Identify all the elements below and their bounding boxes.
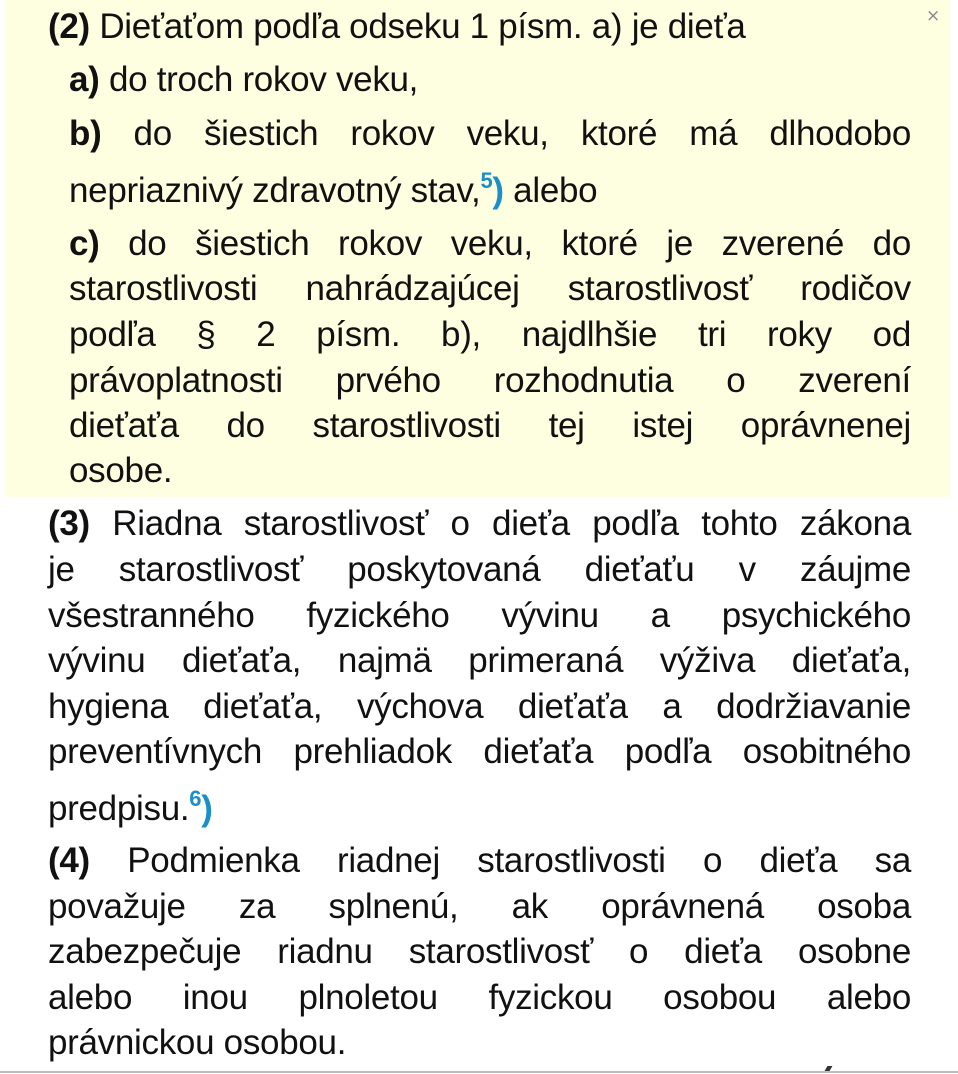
para3-line4: vývinu dieťaťa, najmä primeraná výživa dieťaťa, [48,641,911,680]
para2-number: (2) [48,7,90,46]
item-c-line4: právoplatnosti prvého rozhodnutia o zverení [69,361,911,400]
para3-line5: hygiena dieťaťa, výchova dieťaťa a dodržiavanie [48,687,911,726]
para3-text7: predpisu. [48,789,190,828]
para3-line1 [48,501,911,547]
para3-line7 [48,786,911,832]
item-c-line5: dieťaťa do starostlivosti tej istej oprávnenej [69,406,911,445]
close-icon[interactable]: × [926,6,941,26]
item-b-text: do šiestich rokov veku, ktoré má dlhodobo [101,114,911,153]
item-b-line1 [69,111,911,157]
footnote-ref-5[interactable] [480,168,504,210]
item-b-line2 [69,168,911,214]
item-a [69,57,909,103]
item-b-label: b) [69,114,102,153]
divider [0,1071,958,1073]
para4-line2: považuje za splnenú, ak oprávnená osoba [48,887,911,926]
footnote-paren: ) [201,789,213,828]
footnote-paren: ) [492,171,504,210]
para3-number: (3) [48,504,90,543]
para3-text1: Riadna starostlivosť o dieťa podľa tohto zákona [89,504,911,543]
item-c-label: c) [69,224,100,263]
para2-intro-text: Dieťaťom podľa odseku 1 písm. a) je dieťa [89,7,746,46]
para4-line1 [48,838,911,884]
para4-number: (4) [48,841,90,880]
para4-line5: právnickou osobou. [48,1023,347,1062]
para3-line3: všestranného fyzického vývinu a psychického [48,596,911,635]
para3-line6: preventívnych prehliadok dieťaťa podľa osobitného [48,732,911,771]
item-c-line1 [69,221,911,267]
footnote-ref-6[interactable] [189,786,213,828]
para2-intro [48,4,828,50]
para4-line3: zabezpečuje riadnu starostlivosť o dieťa osobne [48,932,911,971]
item-b-text3: alebo [503,171,598,210]
item-b-text2: nepriaznivý zdravotný stav, [69,171,481,210]
footnote-number: 6 [189,786,202,811]
item-c-text: do šiestich rokov veku, ktoré je zverené do [99,224,911,263]
item-a-label: a) [69,60,100,99]
footnote-number: 5 [480,168,493,193]
item-c-line2: starostlivosti nahrádzajúcej starostlivosť rodičov [69,269,911,308]
para3-line2: je starostlivosť poskytovaná dieťaťu v záujme [48,550,911,589]
item-c-line6: osobe. [69,451,173,490]
para4-line4: alebo inou plnoletou fyzickou osobou alebo [48,978,911,1017]
item-c-line3: podľa § 2 písm. b), najdlhšie tri roky od [69,315,911,354]
item-a-text: do troch rokov veku, [99,60,419,99]
para4-text1: Podmienka riadnej starostlivosti o dieťa sa [89,841,911,880]
